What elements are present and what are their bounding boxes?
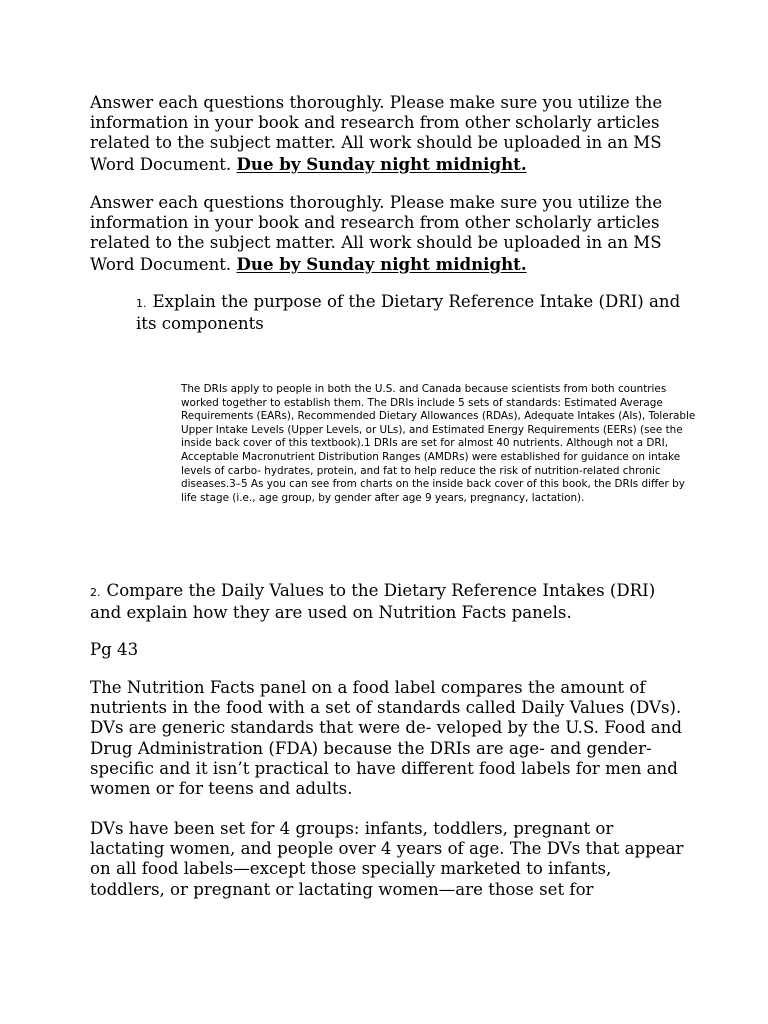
question-2-number: 2. <box>90 586 101 599</box>
instructions-paragraph-2 <box>90 193 690 275</box>
page-reference: Pg 43 <box>90 640 139 659</box>
question-1-number: 1. <box>136 297 147 310</box>
instructions-text: Answer each questions thoroughly. Please make sure you utilize the information in your book and research from other scholarly articles related to the subject matter. All work should be uploaded in an MS Word Document. <box>90 93 663 174</box>
due-date-text: Due by Sunday night midnight. <box>236 253 527 274</box>
instructions-text: Answer each questions thoroughly. Please make sure you utilize the information in your book and research from other scholarly articles related to the subject matter. All work should be uploaded in an MS Word Document. <box>90 193 663 274</box>
instructions-paragraph-1 <box>90 93 690 175</box>
question-1-text: Explain the purpose of the Dietary Reference Intake (DRI) and its components <box>136 292 681 334</box>
answer-2-paragraph-2: DVs have been set for 4 groups: infants, toddlers, pregnant or lactating women, and people over 4 years of age. The DVs that appear on all food labels—except those specially marketed to infants, toddlers, or pregnant or lactating women—are those set for <box>90 819 684 899</box>
question-1 <box>136 292 696 334</box>
question-2 <box>90 581 690 623</box>
answer-1-text: The DRIs apply to people in both the U.S. and Canada because scientists from both countries worked together to establish them. The DRIs include 5 sets of standards: Estimated Average Requirements (EARs), Recommended Dietary Allowances (RDAs), Adequate Intakes (AIs), Tolerable Upper Intake Levels (Upper Levels, or ULs), and Estimated Energy Requirements (EERs) (see the inside back cover of this textbook).1 DRIs are set for almost 40 nutrients. Although not a DRI, Acceptable Macronutrient Distribution Ranges (AMDRs) were established for guidance on intake levels of carbo- hydrates, protein, and fat to help reduce the risk of nutrition-related chronic diseases.3–5 As you can see from charts on the inside back cover of this book, the DRIs differ by life stage (i.e., age group, by gender after age 9 years, pregnancy, lactation). <box>181 383 696 504</box>
due-date-text: Due by Sunday night midnight. <box>236 153 527 174</box>
answer-2-paragraph-1: The Nutrition Facts panel on a food label compares the amount of nutrients in the food with a set of standards called Daily Values (DVs). DVs are generic standards that were de- veloped by the U.S. Food and Drug Administration (FDA) because the DRIs are age- and gender-specific and it isn’t practical to have different food labels for men and women or for teens and adults. <box>90 678 682 799</box>
question-2-text: Compare the Daily Values to the Dietary Reference Intakes (DRI) and explain how they are used on Nutrition Facts panels. <box>90 581 656 623</box>
